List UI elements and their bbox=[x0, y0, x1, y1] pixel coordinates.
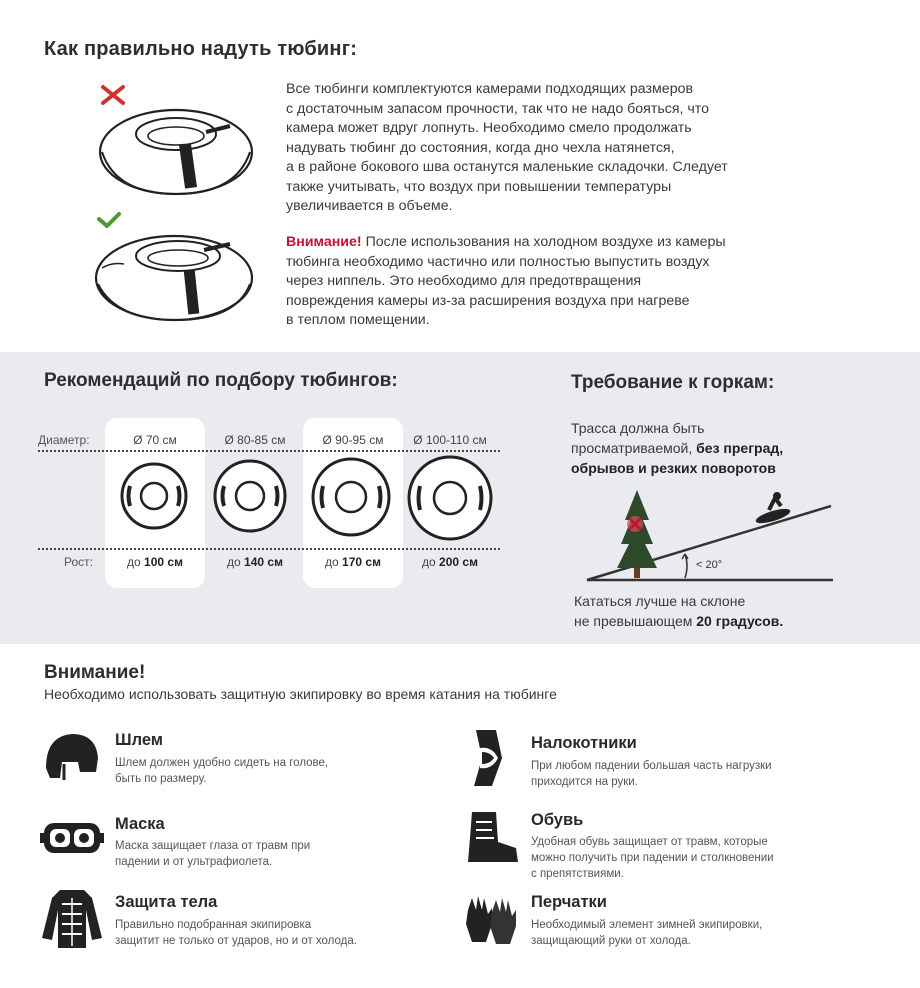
height-prefix: до bbox=[325, 555, 343, 569]
height-value bbox=[209, 555, 301, 569]
instruction-line: также учитывать, что воздух при повышении температуры bbox=[286, 178, 672, 195]
gear-desc-line: с препятствиями. bbox=[531, 868, 624, 880]
track-bold: обрывов и резких поворотов bbox=[571, 460, 776, 476]
warning-text: После использования на холодном воздухе из камеры bbox=[361, 234, 726, 250]
elbow-pad-icon bbox=[462, 728, 522, 788]
helmet-icon bbox=[40, 728, 100, 788]
cross-mark-icon bbox=[100, 84, 126, 106]
section-subtitle-attention: Необходимо использовать защитную экипировку во время катания на тюбинге bbox=[44, 686, 557, 702]
instruction-line: с достаточным запасом прочности, так что не надо бояться, что bbox=[286, 100, 710, 117]
gear-item-desc bbox=[115, 755, 405, 787]
diameter-value: Ø 90-95 см bbox=[322, 433, 384, 447]
section-title-slopes: Требование к горкам: bbox=[571, 372, 775, 393]
gear-desc-line: защищающий руки от холода. bbox=[531, 935, 691, 947]
instruction-line: Все тюбинги комплектуются камерами подходящих размеров bbox=[286, 81, 694, 97]
gear-desc-line: Правильно подобранная экипировка bbox=[115, 919, 312, 931]
section-title-recommendations: Рекомендаций по подбору тюбингов: bbox=[44, 370, 398, 391]
gear-desc-line: При любом падении большая часть нагрузки bbox=[531, 760, 772, 772]
gear-desc-line: можно получить при падении и столкновении bbox=[531, 852, 774, 864]
height-prefix: до bbox=[127, 555, 145, 569]
track-bold: без преград, bbox=[696, 440, 784, 456]
height-value bbox=[109, 555, 201, 569]
warning-line: в теплом помещении. bbox=[286, 312, 430, 328]
gear-item-title: Налокотники bbox=[531, 734, 637, 752]
gloves-icon bbox=[462, 890, 522, 950]
warning-line: тюбинга необходимо частично или полностью выпустить воздух bbox=[286, 253, 710, 270]
gear-item-desc bbox=[531, 917, 821, 949]
track-line: Трасса должна быть bbox=[571, 420, 705, 436]
slope-line: Кататься лучше на склоне bbox=[574, 593, 746, 609]
height-prefix: до bbox=[227, 555, 245, 569]
height-number: 200 см bbox=[439, 555, 478, 569]
properly-inflated-tube-icon bbox=[92, 228, 257, 328]
diameter-divider bbox=[38, 450, 500, 452]
goggles-icon bbox=[40, 813, 104, 863]
warning-line: повреждения камеры из-за расширения воздуха при нагреве bbox=[286, 292, 690, 309]
slope-illustration bbox=[585, 484, 835, 588]
diameter-value: Ø 80-85 см bbox=[224, 433, 286, 447]
gear-item-title: Маска bbox=[115, 815, 165, 833]
inflate-instructions bbox=[286, 80, 866, 217]
warning-paragraph bbox=[286, 233, 866, 331]
boot-icon bbox=[462, 808, 522, 868]
gear-item-desc bbox=[115, 917, 405, 949]
gear-desc-line: Удобная обувь защищает от травм, которые bbox=[531, 836, 768, 848]
height-number: 140 см bbox=[244, 555, 283, 569]
body-armor-icon bbox=[40, 888, 104, 950]
height-number: 100 см bbox=[144, 555, 183, 569]
gear-item-title: Перчатки bbox=[531, 893, 607, 911]
warning-line: через ниппель. Это необходимо для предотвращения bbox=[286, 273, 642, 289]
tube-top-view-icon bbox=[309, 456, 393, 538]
warning-label: Внимание! bbox=[286, 234, 362, 250]
gear-item-title: Шлем bbox=[115, 731, 164, 749]
gear-desc-line: приходится на руки. bbox=[531, 776, 638, 788]
section-title-attention: Внимание! bbox=[44, 662, 146, 683]
track-requirements bbox=[571, 418, 871, 478]
gear-desc-line: Шлем должен удобно сидеть на голове, bbox=[115, 757, 329, 769]
track-line bbox=[571, 438, 871, 458]
diameter-value: Ø 100-110 см bbox=[413, 433, 487, 447]
gear-item-desc bbox=[531, 758, 821, 790]
height-value bbox=[404, 555, 496, 569]
instruction-line: камера может вдруг лопнуть. Необходимо смело продолжать bbox=[286, 120, 692, 136]
track-text: просматриваемой, bbox=[571, 440, 697, 456]
gear-desc-line: быть по размеру. bbox=[115, 773, 207, 785]
tube-top-view-icon bbox=[405, 454, 495, 542]
check-mark-icon bbox=[96, 210, 122, 230]
height-value bbox=[307, 555, 399, 569]
angle-label: < 20° bbox=[696, 559, 723, 571]
gear-item-title: Защита тела bbox=[115, 893, 218, 911]
gear-desc-line: защитит не только от ударов, но и от холода. bbox=[115, 935, 357, 947]
height-number: 170 см bbox=[342, 555, 381, 569]
gear-item-desc bbox=[531, 834, 821, 882]
overinflated-tube-icon bbox=[96, 104, 256, 200]
slope-text: не превышающем bbox=[574, 613, 697, 629]
warning-line bbox=[286, 233, 866, 253]
gear-desc-line: падении и от ультрафиолета. bbox=[115, 856, 273, 868]
tube-top-view-icon bbox=[118, 460, 190, 532]
gear-desc-line: Необходимый элемент зимней экипировки, bbox=[531, 919, 763, 931]
gear-desc-line: Маска защищает глаза от травм при bbox=[115, 840, 311, 852]
diameter-value: Ø 70 см bbox=[133, 433, 177, 447]
instruction-line: а в районе бокового шва останутся маленькие складочки. Следует bbox=[286, 159, 728, 175]
tube-top-view-icon bbox=[211, 458, 289, 534]
track-line bbox=[571, 458, 871, 478]
slope-note bbox=[574, 591, 874, 631]
height-prefix: до bbox=[422, 555, 440, 569]
height-label: Рост: bbox=[64, 555, 93, 569]
diameter-label: Диаметр: bbox=[38, 433, 90, 447]
slope-line bbox=[574, 611, 874, 631]
height-divider bbox=[38, 548, 500, 550]
gear-item-desc bbox=[115, 838, 405, 870]
instruction-line: увеличивается в объеме. bbox=[286, 198, 453, 214]
gear-item-title: Обувь bbox=[531, 811, 584, 829]
slope-bold: 20 градусов. bbox=[696, 613, 784, 629]
section-title-inflate: Как правильно надуть тюбинг: bbox=[44, 38, 358, 60]
instruction-line: надувать тюбинг до состояния, когда дно чехла натянется, bbox=[286, 139, 675, 156]
